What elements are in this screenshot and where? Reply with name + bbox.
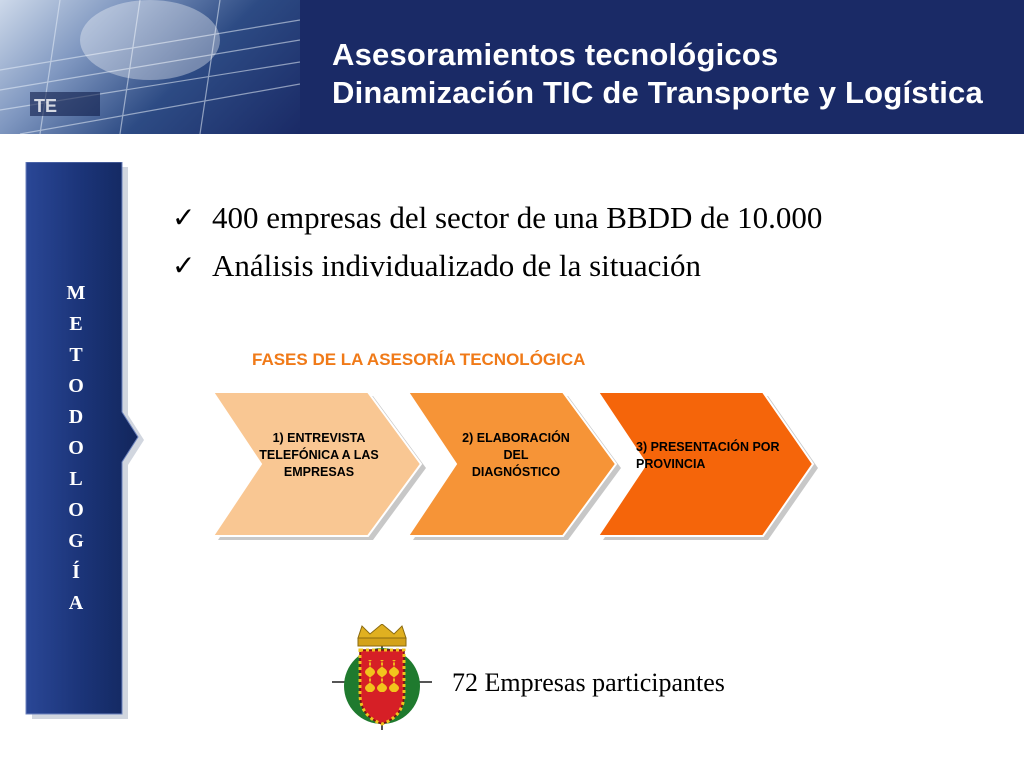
header-title xyxy=(332,36,983,112)
bullet-list xyxy=(172,194,822,290)
photo-text: TE xyxy=(34,96,58,116)
phase-label-line: DIAGNÓSTICO xyxy=(471,465,561,479)
phase-label-line: 1) ENTREVISTA xyxy=(272,431,366,445)
metodologia-letters xyxy=(56,278,96,619)
checkmark-icon: ✓ xyxy=(172,249,196,282)
header-title-line1: Asesoramientos tecnológicos xyxy=(332,37,779,72)
side-letter: G xyxy=(68,530,84,552)
side-letter: M xyxy=(66,282,86,304)
side-letter: E xyxy=(69,313,83,335)
phase-label-line: 2) ELABORACIÓN xyxy=(462,431,570,445)
bullet-item xyxy=(172,194,822,242)
phase-label-line: DEL xyxy=(503,448,529,462)
side-letter: O xyxy=(68,437,84,459)
side-letter: D xyxy=(68,406,84,428)
side-letter: Í xyxy=(72,561,80,583)
side-letter: A xyxy=(68,592,84,614)
bullet-text: Análisis individualizado de la situación xyxy=(212,248,702,283)
bullet-text: 400 empresas del sector de una BBDD de 10.000 xyxy=(212,200,823,235)
side-letter: O xyxy=(68,375,84,397)
phase-label-2 xyxy=(436,430,596,481)
phase-label-line: TELEFÓNICA A LAS xyxy=(259,448,379,462)
bullet-item xyxy=(172,242,822,290)
checkmark-icon: ✓ xyxy=(172,201,196,234)
phase-label-line: 3) PRESENTACIÓN POR xyxy=(636,440,780,454)
side-letter: T xyxy=(69,344,83,366)
phase-label-3 xyxy=(636,439,826,473)
coat-of-arms-logo xyxy=(330,624,434,732)
header-banner xyxy=(0,0,1024,134)
participants-count: 72 Empresas participantes xyxy=(452,668,725,697)
header-title-line2: Dinamización TIC de Transporte y Logística xyxy=(332,75,983,110)
side-letter: O xyxy=(68,499,84,521)
phase-label-line: PROVINCIA xyxy=(636,457,706,471)
header-photo xyxy=(0,0,300,134)
phases-title: FASES DE LA ASESORÍA TECNOLÓGICA xyxy=(252,350,586,369)
phase-label-line: EMPRESAS xyxy=(283,465,355,479)
phases-diagram xyxy=(208,390,828,545)
side-letter: L xyxy=(69,468,83,490)
phase-label-1 xyxy=(234,430,404,481)
